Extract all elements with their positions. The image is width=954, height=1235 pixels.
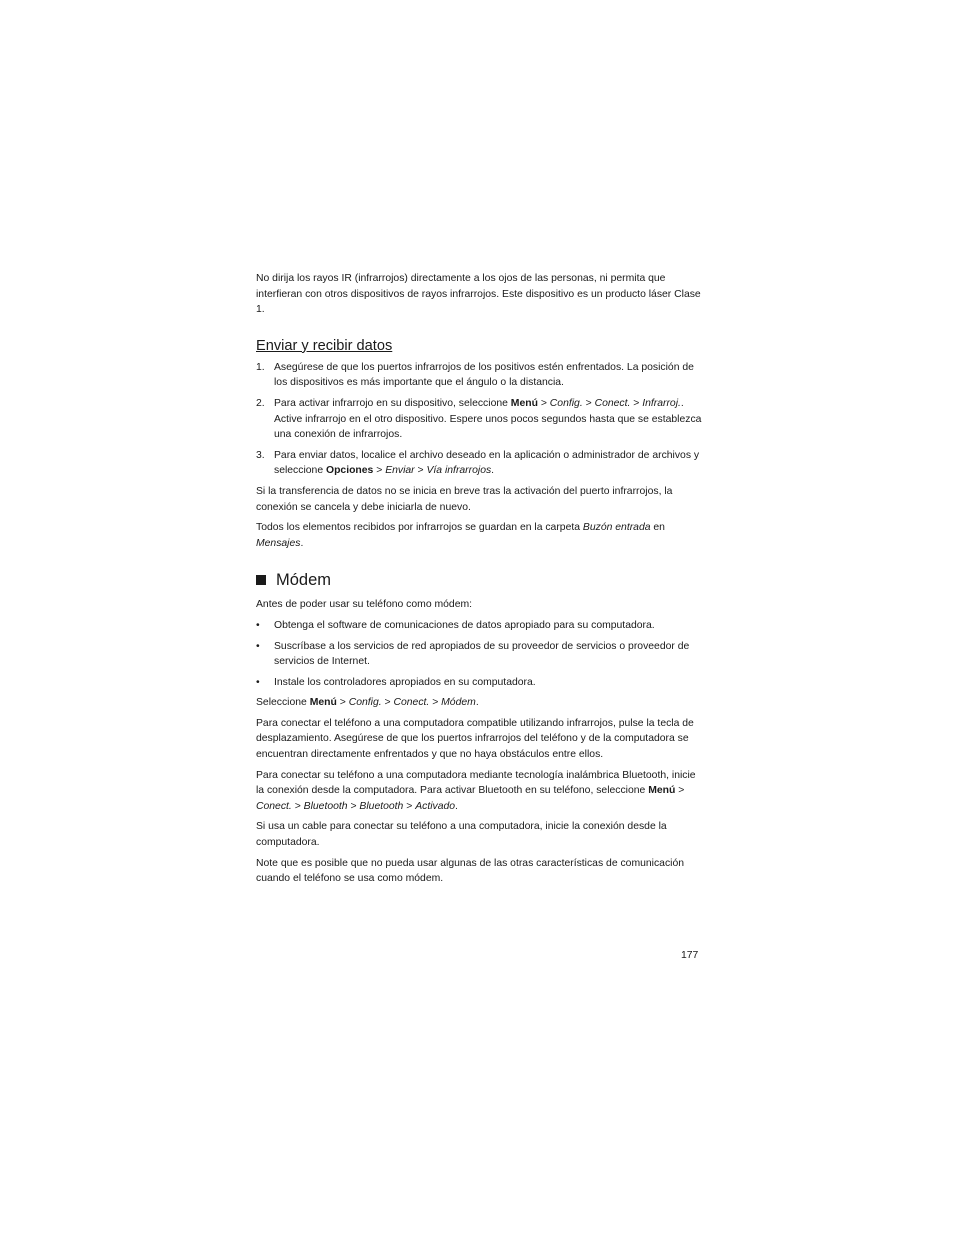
path-separator: > (291, 800, 304, 812)
step-text: Asegúrese de que los puertos infrarrojos de los positivos estén enfrentados. La posición de los dispositivos es más importante que el ángulo o la distancia. (274, 361, 694, 389)
step-text-post: . Active infrarrojo en el otro dispositivo. Espere unos pocos segundos hasta que se establezca una conexión de infrarrojos. (274, 397, 702, 441)
activado-term: Activado (415, 800, 456, 812)
list-item-text: Obtenga el software de comunicaciones de datos apropiado para su computadora. (274, 619, 655, 631)
infrarroj-term: Infrarroj. (642, 397, 681, 409)
modem-intro: Antes de poder usar su teléfono como módem: (256, 599, 473, 611)
step-item (256, 360, 702, 391)
bullet-icon: • (256, 619, 260, 631)
path-separator: > (630, 397, 643, 409)
section-title: Módem (276, 571, 332, 590)
text-span: . (475, 697, 479, 709)
config-term: Config. (348, 697, 382, 709)
text-span: Todos los elementos recibidos por infrarrojos se guardan en la carpeta (256, 522, 583, 534)
select-modem-path (256, 695, 702, 711)
path-separator: > (373, 465, 386, 477)
step-text-post: . (491, 465, 495, 477)
step-number: 3. (256, 449, 265, 461)
step-number: 2. (256, 397, 265, 409)
via-infrarrojos-term: Vía infrarrojos (426, 465, 492, 477)
conect-term: Conect. (393, 697, 430, 709)
section-square-icon (256, 575, 266, 585)
bullet-icon: • (256, 676, 260, 688)
requirements-list (256, 618, 702, 690)
modem-limitation-note: Note que es posible que no pueda usar algunas de las otras características de comunicación cuando el teléfono se usa como módem. (256, 857, 685, 885)
path-separator: > (675, 785, 685, 797)
path-separator: > (414, 465, 427, 477)
bluetooth-term: Bluetooth (303, 800, 348, 812)
section-heading-enviar: Enviar y recibir datos (256, 337, 393, 354)
step-text-pre: Para enviar datos, localice el archivo deseado en la aplicación o administrador de archivos y seleccione (274, 449, 700, 477)
buzon-term: Buzón entrada (582, 522, 651, 534)
transfer-note: Si la transferencia de datos no se inicia en breve tras la activación del puerto infrarrojos, la conexión se cancela y debe iniciarla de nuevo. (256, 485, 673, 513)
text-span: en (650, 522, 665, 534)
path-separator: > (336, 697, 349, 709)
path-separator: > (429, 697, 442, 709)
path-separator: > (582, 397, 595, 409)
cable-connect-note: Si usa un cable para conectar su teléfono a una computadora, inicie la conexión desde la computadora. (256, 821, 667, 849)
opciones-term: Opciones (325, 465, 374, 477)
path-separator: > (403, 800, 416, 812)
bluetooth-connect-note (256, 768, 702, 815)
step-item (256, 396, 702, 443)
path-separator: > (381, 697, 394, 709)
path-separator: > (347, 800, 360, 812)
menu-term: Menú (309, 697, 337, 709)
list-item-text: Instale los controladores apropiados en su computadora. (274, 676, 536, 688)
menu-term: Menú (510, 397, 538, 409)
modem-term: Módem (441, 697, 476, 709)
list-item (256, 639, 702, 670)
step-text-pre: Para activar infrarrojo en su dispositivo, seleccione (274, 397, 511, 409)
text-span: . (300, 537, 304, 549)
step-number: 1. (256, 361, 265, 373)
steps-list (256, 360, 702, 479)
config-term: Config. (549, 397, 583, 409)
bluetooth-term: Bluetooth (359, 800, 404, 812)
step-item (256, 448, 702, 479)
mensajes-term: Mensajes (256, 537, 301, 549)
text-span: . (455, 800, 458, 812)
list-item (256, 618, 702, 634)
list-item-text: Suscríbase a los servicios de red apropiados de su proveedor de servicios o proveedor de servicios de Internet. (274, 640, 690, 668)
page-content (256, 271, 702, 892)
text-span: Seleccione (256, 697, 310, 709)
list-item (256, 675, 702, 691)
menu-term: Menú (648, 785, 676, 797)
conect-term: Conect. (594, 397, 631, 409)
enviar-term: Enviar (385, 465, 415, 477)
bullet-icon: • (256, 640, 260, 652)
conect-term: Conect. (256, 800, 292, 812)
path-separator: > (537, 397, 550, 409)
section-heading-modem (256, 569, 702, 591)
text-span: Para conectar su teléfono a una computadora mediante tecnología inalámbrica Bluetooth, inicie la conexión desde la computadora. Para activar Bluetooth en su teléfono, seleccione (256, 769, 696, 797)
page-number: 177 (681, 950, 699, 961)
infrared-warning: No dirija los rayos IR (infrarrojos) directamente a los ojos de las personas, ni permita que interfieran con otros dispositivos de rayos infrarrojos. Este dispositivo es un producto láser Clase 1. (256, 273, 701, 316)
infrared-connect-note: Para conectar el teléfono a una computadora compatible utilizando infrarrojos, pulse la tecla de desplazamiento. Asegúrese de que los puertos infrarrojos del teléfono y de la computadora se encuentran directamente enfrentados y que no haya obstáculos entre ellos. (256, 717, 694, 761)
received-items-note (256, 520, 702, 551)
